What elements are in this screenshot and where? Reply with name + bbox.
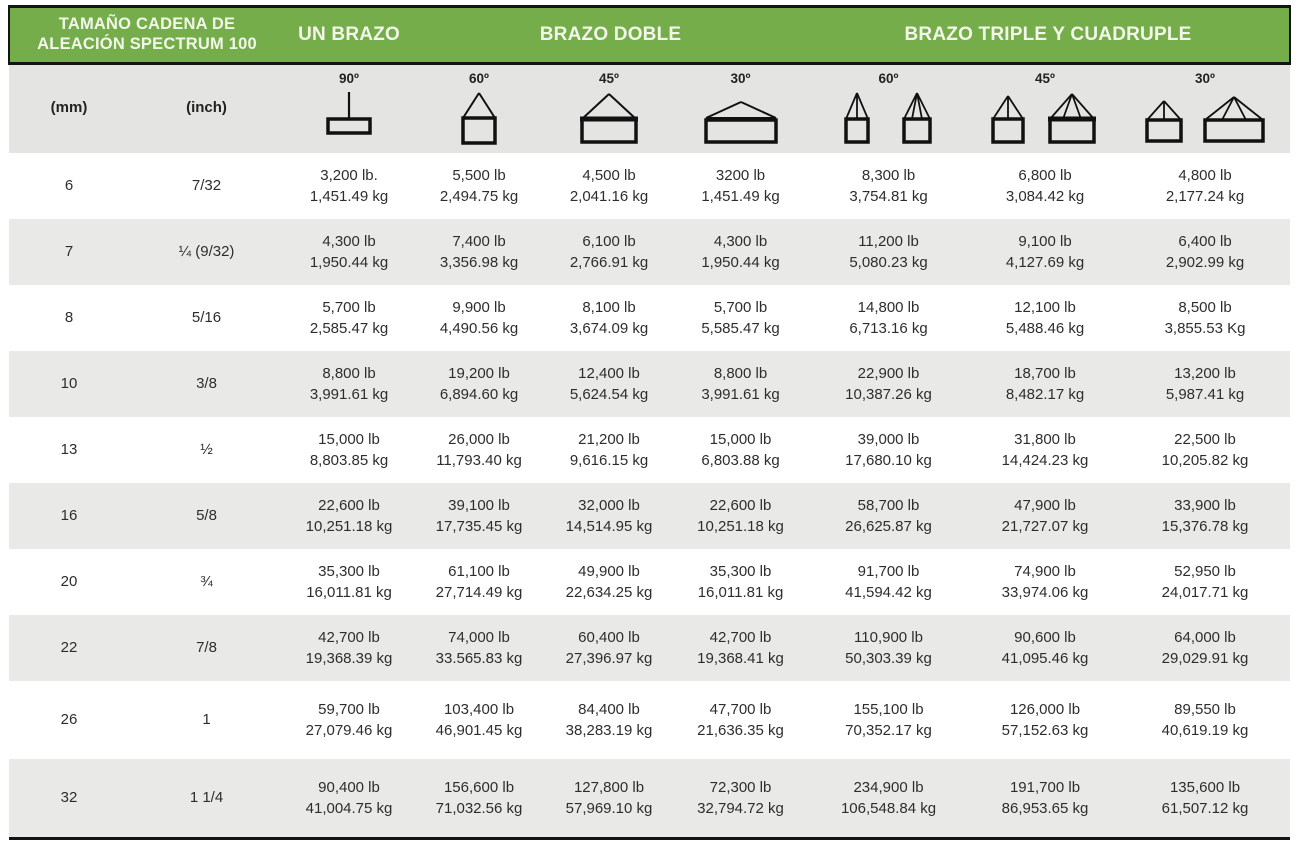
load-lb: 4,300 lb — [322, 232, 376, 250]
load-cell-double-45 — [544, 417, 674, 483]
angle-label-30-tq: 30º — [1195, 70, 1215, 86]
load-kg: 10,251.18 kg — [305, 517, 393, 535]
load-lb: 22,600 lb — [318, 496, 380, 514]
load-kg: 6,713.16 kg — [849, 319, 928, 337]
load-kg: 3,754.81 kg — [849, 187, 928, 205]
load-cell-double-45 — [544, 351, 674, 417]
table-row — [9, 285, 1290, 351]
load-cell-triple-quad-30 — [1120, 615, 1290, 681]
load-lb: 7,400 lb — [452, 232, 506, 250]
inch-value: ¾ — [200, 573, 213, 591]
inch-value: 7/32 — [191, 177, 222, 195]
table-row — [9, 219, 1290, 285]
unit-inch-label: (inch) — [129, 63, 284, 153]
table-row — [9, 615, 1290, 681]
load-cell-double-30 — [674, 549, 807, 615]
load-kg: 14,424.23 kg — [1001, 451, 1089, 469]
load-kg: 27,396.97 kg — [565, 649, 653, 667]
load-kg: 2,494.75 kg — [439, 187, 519, 205]
chain-size-inch — [129, 549, 284, 615]
load-lb: 42,700 lb — [709, 628, 772, 646]
load-kg: 15,376.78 kg — [1161, 517, 1249, 535]
table-row — [9, 681, 1290, 759]
load-lb: 52,950 lb — [1174, 562, 1236, 580]
load-cell-double-30 — [674, 351, 807, 417]
load-cell-triple-quad-30 — [1120, 759, 1290, 839]
load-kg: 41,594.42 kg — [845, 583, 932, 601]
chain-size-inch — [129, 285, 284, 351]
table-row — [9, 351, 1290, 417]
load-lb: 3,200 lb. — [320, 166, 378, 184]
column-45-triple-quad — [970, 63, 1120, 153]
load-lb: 127,800 lb — [573, 778, 645, 796]
load-lb: 26,000 lb — [448, 430, 510, 448]
angle-label-30: 30º — [730, 70, 751, 86]
chain-size-mm — [9, 759, 129, 839]
load-kg: 19,368.41 kg — [697, 649, 784, 667]
load-lb: 22,600 lb — [709, 496, 772, 514]
load-cell-double-60 — [414, 285, 544, 351]
mm-value: 6 — [64, 177, 74, 195]
load-cell-triple-quad-60 — [807, 153, 970, 219]
load-cell-double-45 — [544, 549, 674, 615]
load-cell-double-30 — [674, 681, 807, 759]
load-cell-triple-quad-45 — [970, 549, 1120, 615]
column-60-triple-quad — [807, 63, 970, 153]
inch-value: 3/8 — [196, 375, 217, 393]
group-header-row — [9, 7, 1290, 64]
load-cell-triple-quad-60 — [807, 615, 970, 681]
load-lb: 35,300 lb — [709, 562, 772, 580]
load-kg: 46,901.45 kg — [435, 721, 523, 739]
column-90-single — [284, 63, 414, 153]
load-lb: 72,300 lb — [709, 778, 772, 796]
table-row — [9, 153, 1290, 219]
inch-value: 7/8 — [196, 639, 217, 657]
load-cell-double-45 — [544, 483, 674, 549]
load-kg: 10,205.82 kg — [1161, 451, 1249, 469]
load-cell-double-60 — [414, 681, 544, 759]
load-kg: 86,953.65 kg — [1001, 799, 1089, 817]
load-kg: 11,793.40 kg — [436, 451, 522, 469]
load-kg: 21,636.35 kg — [697, 721, 784, 739]
load-kg: 8,482.17 kg — [1005, 385, 1085, 403]
load-kg: 4,490.56 kg — [439, 319, 519, 337]
load-kg: 50,303.39 kg — [845, 649, 932, 667]
load-cell-double-30 — [674, 483, 807, 549]
inch-value: ¼ (9/32) — [178, 243, 235, 261]
load-kg: 29,029.91 kg — [1161, 649, 1249, 667]
inch-value: 1 — [202, 711, 211, 729]
chain-size-mm — [9, 549, 129, 615]
load-cell-double-30 — [674, 615, 807, 681]
load-lb: 4,300 lb — [713, 232, 768, 250]
load-kg: 5,585.47 kg — [701, 319, 780, 337]
load-lb: 39,100 lb — [448, 496, 510, 514]
chain-size-mm — [9, 219, 129, 285]
load-cell-triple-quad-60 — [807, 219, 970, 285]
load-kg: 22,634.25 kg — [565, 583, 653, 601]
chain-size-inch — [129, 417, 284, 483]
mm-value: 7 — [64, 243, 74, 261]
load-cell-double-60 — [414, 417, 544, 483]
load-lb: 47,900 lb — [1014, 496, 1076, 514]
load-lb: 12,100 lb — [1014, 298, 1076, 316]
sling-triple-quad-leg-60-icon — [833, 89, 945, 145]
load-lb: 6,800 lb — [1018, 166, 1072, 184]
load-cell-triple-quad-30 — [1120, 351, 1290, 417]
load-kg: 57,969.10 kg — [565, 799, 653, 817]
inch-value: 5/16 — [191, 309, 222, 327]
load-kg: 5,488.46 kg — [1005, 319, 1085, 337]
load-lb: 234,900 lb — [853, 778, 924, 796]
load-cell-single-90 — [284, 483, 414, 549]
load-lb: 6,100 lb — [582, 232, 636, 250]
load-cell-triple-quad-30 — [1120, 549, 1290, 615]
load-lb: 35,300 lb — [318, 562, 380, 580]
load-kg: 106,548.84 kg — [840, 799, 937, 817]
load-cell-triple-quad-60 — [807, 285, 970, 351]
load-cell-double-60 — [414, 615, 544, 681]
table-row — [9, 759, 1290, 839]
load-lb: 155,100 lb — [853, 700, 924, 718]
load-kg: 57,152.63 kg — [1001, 721, 1089, 739]
sling-double-leg-45-icon — [572, 89, 646, 145]
group-un-brazo: UN BRAZO — [284, 7, 414, 64]
load-kg: 4,127.69 kg — [1005, 253, 1085, 271]
load-cell-triple-quad-60 — [807, 549, 970, 615]
angle-header-row — [9, 63, 1290, 153]
chain-size-inch — [129, 759, 284, 839]
load-cell-single-90 — [284, 417, 414, 483]
load-cell-triple-quad-30 — [1120, 285, 1290, 351]
load-cell-double-30 — [674, 759, 807, 839]
load-cell-triple-quad-30 — [1120, 417, 1290, 483]
load-cell-double-45 — [544, 285, 674, 351]
load-kg: 27,079.46 kg — [305, 721, 393, 739]
load-kg: 14,514.95 kg — [565, 517, 653, 535]
load-kg: 32,794.72 kg — [697, 799, 784, 817]
load-kg: 21,727.07 kg — [1001, 517, 1089, 535]
load-kg: 5,080.23 kg — [849, 253, 928, 271]
group-brazo-triple-cuadruple: BRAZO TRIPLE Y CUADRUPLE — [807, 7, 1290, 64]
load-kg: 2,902.99 kg — [1165, 253, 1245, 271]
column-45-double — [544, 63, 674, 153]
load-lb: 84,400 lb — [578, 700, 640, 718]
mm-value: 16 — [60, 507, 78, 525]
load-lb: 47,700 lb — [709, 700, 772, 718]
load-lb: 9,100 lb — [1018, 232, 1072, 250]
chain-size-mm — [9, 417, 129, 483]
load-lb: 49,900 lb — [578, 562, 640, 580]
load-kg: 3,674.09 kg — [569, 319, 649, 337]
load-lb: 12,400 lb — [578, 364, 640, 382]
load-cell-single-90 — [284, 351, 414, 417]
chain-size-mm — [9, 285, 129, 351]
load-lb: 90,600 lb — [1014, 628, 1076, 646]
load-lb: 90,400 lb — [318, 778, 380, 796]
load-kg: 71,032.56 kg — [435, 799, 523, 817]
mm-value: 32 — [60, 789, 78, 807]
load-lb: 8,800 lb — [322, 364, 376, 382]
load-cell-triple-quad-45 — [970, 417, 1120, 483]
chain-size-inch — [129, 219, 284, 285]
load-lb: 74,000 lb — [448, 628, 510, 646]
load-lb: 31,800 lb — [1014, 430, 1076, 448]
mm-value: 10 — [60, 375, 78, 393]
inch-value: 5/8 — [196, 507, 217, 525]
load-cell-double-60 — [414, 351, 544, 417]
angle-label-90: 90º — [339, 70, 359, 86]
table-row — [9, 549, 1290, 615]
load-kg: 27,714.49 kg — [435, 583, 523, 601]
load-kg: 61,507.12 kg — [1161, 799, 1249, 817]
load-lb: 18,700 lb — [1014, 364, 1076, 382]
load-lb: 14,800 lb — [857, 298, 920, 316]
load-kg: 33.565.83 kg — [435, 649, 523, 667]
load-cell-triple-quad-60 — [807, 351, 970, 417]
load-kg: 10,387.26 kg — [845, 385, 932, 403]
load-kg: 1,950.44 kg — [309, 253, 389, 271]
load-cell-triple-quad-45 — [970, 219, 1120, 285]
load-lb: 89,550 lb — [1174, 700, 1236, 718]
load-lb: 39,000 lb — [857, 430, 920, 448]
load-kg: 2,766.91 kg — [569, 253, 649, 271]
load-lb: 5,700 lb — [713, 298, 768, 316]
load-cell-triple-quad-30 — [1120, 153, 1290, 219]
load-lb: 103,400 lb — [443, 700, 515, 718]
load-cell-double-60 — [414, 549, 544, 615]
chain-size-mm — [9, 681, 129, 759]
load-lb: 60,400 lb — [578, 628, 640, 646]
load-cell-double-45 — [544, 759, 674, 839]
column-60-double — [414, 63, 544, 153]
load-lb: 8,100 lb — [582, 298, 636, 316]
load-kg: 2,177.24 kg — [1165, 187, 1245, 205]
chain-size-inch — [129, 615, 284, 681]
angle-label-60-tq: 60º — [878, 70, 899, 86]
mm-value: 8 — [64, 309, 74, 327]
load-cell-triple-quad-30 — [1120, 483, 1290, 549]
load-lb: 21,200 lb — [578, 430, 640, 448]
load-lb: 5,700 lb — [322, 298, 376, 316]
load-chart-table — [8, 5, 1291, 840]
load-kg: 3,855.53 Kg — [1164, 319, 1246, 337]
load-kg: 16,011.81 kg — [697, 583, 784, 601]
load-kg: 3,991.61 kg — [309, 385, 389, 403]
load-kg: 2,041.16 kg — [569, 187, 649, 205]
load-cell-triple-quad-45 — [970, 285, 1120, 351]
inch-value: 1 1/4 — [189, 789, 224, 807]
load-kg: 70,352.17 kg — [845, 721, 932, 739]
load-cell-triple-quad-30 — [1120, 681, 1290, 759]
load-lb: 58,700 lb — [857, 496, 920, 514]
load-cell-single-90 — [284, 549, 414, 615]
sling-triple-quad-leg-45-icon — [986, 89, 1104, 145]
load-kg: 16,011.81 kg — [306, 583, 392, 601]
load-kg: 38,283.19 kg — [565, 721, 653, 739]
mm-value: 26 — [60, 711, 78, 729]
load-cell-triple-quad-60 — [807, 483, 970, 549]
load-lb: 191,700 lb — [1009, 778, 1081, 796]
load-cell-double-30 — [674, 219, 807, 285]
load-lb: 8,300 lb — [861, 166, 916, 184]
load-cell-single-90 — [284, 759, 414, 839]
load-kg: 19,368.39 kg — [305, 649, 393, 667]
load-lb: 156,600 lb — [443, 778, 515, 796]
load-cell-triple-quad-45 — [970, 351, 1120, 417]
load-kg: 1,451.49 kg — [701, 187, 780, 205]
load-cell-double-45 — [544, 153, 674, 219]
chain-size-inch — [129, 483, 284, 549]
load-kg: 24,017.71 kg — [1161, 583, 1249, 601]
load-kg: 1,451.49 kg — [309, 187, 389, 205]
load-kg: 5,624.54 kg — [569, 385, 649, 403]
table-row — [9, 417, 1290, 483]
load-cell-triple-quad-45 — [970, 153, 1120, 219]
mm-value: 13 — [60, 441, 78, 459]
load-lb: 15,000 lb — [318, 430, 380, 448]
load-kg: 6,803.88 kg — [701, 451, 780, 469]
load-cell-double-45 — [544, 219, 674, 285]
load-lb: 91,700 lb — [857, 562, 920, 580]
load-lb: 11,200 lb — [858, 232, 919, 250]
chain-size-mm — [9, 351, 129, 417]
load-lb: 110,900 lb — [854, 628, 923, 646]
column-30-double — [674, 63, 807, 153]
load-cell-triple-quad-45 — [970, 681, 1120, 759]
load-cell-double-45 — [544, 681, 674, 759]
load-lb: 15,000 lb — [709, 430, 772, 448]
load-kg: 8,803.85 kg — [309, 451, 389, 469]
mm-value: 20 — [60, 573, 78, 591]
load-lb: 3200 lb — [715, 166, 766, 184]
mm-value: 22 — [60, 639, 78, 657]
load-cell-triple-quad-30 — [1120, 219, 1290, 285]
load-cell-double-60 — [414, 759, 544, 839]
load-cell-double-30 — [674, 153, 807, 219]
angle-label-60: 60º — [469, 70, 489, 86]
load-lb: 13,200 lb — [1174, 364, 1236, 382]
table-body — [9, 153, 1290, 839]
load-lb: 9,900 lb — [452, 298, 506, 316]
sling-single-leg-90-icon — [314, 89, 384, 137]
chain-size-inch — [129, 153, 284, 219]
load-cell-triple-quad-45 — [970, 483, 1120, 549]
load-cell-single-90 — [284, 219, 414, 285]
sling-triple-quad-leg-30-icon — [1142, 89, 1268, 145]
load-kg: 9,616.15 kg — [569, 451, 649, 469]
load-kg: 5,987.41 kg — [1165, 385, 1245, 403]
load-kg: 6,894.60 kg — [439, 385, 519, 403]
load-lb: 126,000 lb — [1009, 700, 1081, 718]
load-kg: 40,619.19 kg — [1161, 721, 1249, 739]
load-cell-single-90 — [284, 681, 414, 759]
load-lb: 22,900 lb — [857, 364, 920, 382]
load-lb: 8,500 lb — [1178, 298, 1232, 316]
load-cell-triple-quad-45 — [970, 759, 1120, 839]
group-brazo-doble: BRAZO DOBLE — [414, 7, 807, 64]
table-row — [9, 483, 1290, 549]
load-kg: 2,585.47 kg — [309, 319, 389, 337]
load-cell-single-90 — [284, 153, 414, 219]
load-cell-triple-quad-60 — [807, 417, 970, 483]
load-lb: 61,100 lb — [448, 562, 510, 580]
load-lb: 5,500 lb — [452, 166, 506, 184]
load-lb: 19,200 lb — [448, 364, 510, 382]
load-cell-single-90 — [284, 615, 414, 681]
load-lb: 64,000 lb — [1174, 628, 1236, 646]
load-cell-double-45 — [544, 615, 674, 681]
load-lb: 42,700 lb — [318, 628, 380, 646]
sling-double-leg-60-icon — [444, 89, 514, 145]
load-cell-double-60 — [414, 219, 544, 285]
load-kg: 3,991.61 kg — [701, 385, 780, 403]
load-lb: 135,600 lb — [1169, 778, 1241, 796]
load-kg: 17,735.45 kg — [435, 517, 523, 535]
load-kg: 3,084.42 kg — [1005, 187, 1085, 205]
sling-double-leg-30-icon — [699, 89, 783, 145]
column-30-triple-quad — [1120, 63, 1290, 153]
angle-label-45: 45º — [599, 70, 619, 86]
angle-label-45-tq: 45º — [1035, 70, 1055, 86]
chain-size-mm — [9, 153, 129, 219]
load-kg: 10,251.18 kg — [697, 517, 784, 535]
load-kg: 1,950.44 kg — [701, 253, 780, 271]
load-cell-double-30 — [674, 285, 807, 351]
load-lb: 33,900 lb — [1174, 496, 1236, 514]
unit-mm-label: (mm) — [9, 63, 129, 153]
load-lb: 22,500 lb — [1174, 430, 1236, 448]
load-kg: 17,680.10 kg — [845, 451, 932, 469]
inch-value: ½ — [200, 441, 213, 459]
load-cell-double-60 — [414, 153, 544, 219]
load-cell-triple-quad-60 — [807, 759, 970, 839]
load-lb: 74,900 lb — [1014, 562, 1076, 580]
load-lb: 4,500 lb — [582, 166, 636, 184]
load-kg: 3,356.98 kg — [439, 253, 519, 271]
load-lb: 6,400 lb — [1178, 232, 1232, 250]
load-lb: 32,000 lb — [578, 496, 640, 514]
load-cell-single-90 — [284, 285, 414, 351]
chain-size-mm — [9, 483, 129, 549]
load-cell-triple-quad-60 — [807, 681, 970, 759]
load-lb: 8,800 lb — [713, 364, 768, 382]
load-cell-double-60 — [414, 483, 544, 549]
load-kg: 41,095.46 kg — [1001, 649, 1089, 667]
load-kg: 26,625.87 kg — [845, 517, 932, 535]
chain-size-inch — [129, 681, 284, 759]
load-kg: 33,974.06 kg — [1001, 583, 1089, 601]
chain-size-mm — [9, 615, 129, 681]
chain-size-inch — [129, 351, 284, 417]
load-lb: 4,800 lb — [1178, 166, 1232, 184]
load-lb: 59,700 lb — [318, 700, 380, 718]
load-cell-triple-quad-45 — [970, 615, 1120, 681]
table-title: TAMAÑO CADENA DE ALEACIÓN SPECTRUM 100 — [9, 7, 284, 64]
load-kg: 41,004.75 kg — [305, 799, 393, 817]
load-cell-double-30 — [674, 417, 807, 483]
